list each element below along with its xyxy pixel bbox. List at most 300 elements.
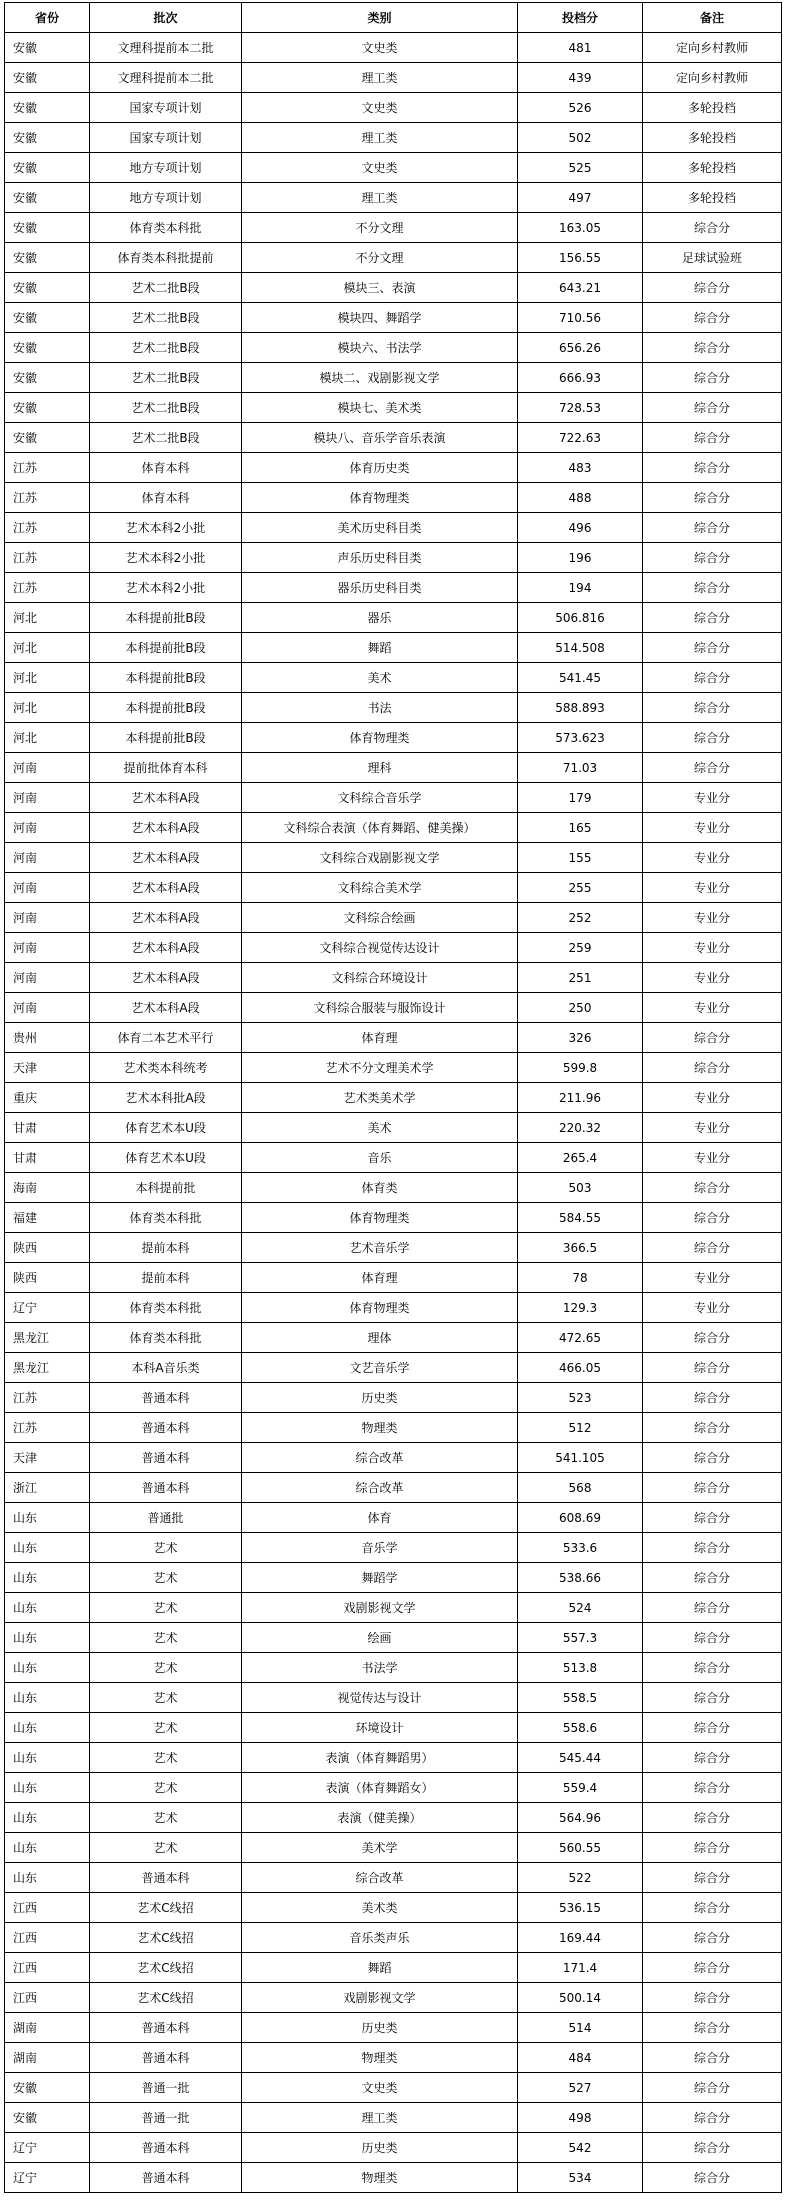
province-cell: 重庆 bbox=[5, 1083, 90, 1113]
table-row bbox=[5, 543, 782, 573]
admission-score-table bbox=[4, 2, 782, 2193]
province-cell: 安徽 bbox=[5, 153, 90, 183]
score-cell: 558.6 bbox=[518, 1713, 643, 1743]
table-row bbox=[5, 1203, 782, 1233]
batch-cell: 普通本科 bbox=[90, 2043, 242, 2073]
category-cell: 文科综合视觉传达设计 bbox=[242, 933, 518, 963]
category-cell: 文史类 bbox=[242, 153, 518, 183]
score-cell: 78 bbox=[518, 1263, 643, 1293]
remark-cell: 综合分 bbox=[643, 1383, 782, 1413]
table-body bbox=[5, 33, 782, 2193]
table-row bbox=[5, 1473, 782, 1503]
province-cell: 陕西 bbox=[5, 1263, 90, 1293]
category-cell: 美术 bbox=[242, 1113, 518, 1143]
table-row bbox=[5, 33, 782, 63]
table-row bbox=[5, 1713, 782, 1743]
category-cell: 戏剧影视文学 bbox=[242, 1983, 518, 2013]
batch-cell: 提前本科 bbox=[90, 1263, 242, 1293]
remark-cell: 专业分 bbox=[643, 903, 782, 933]
category-cell: 书法学 bbox=[242, 1653, 518, 1683]
remark-cell: 多轮投档 bbox=[643, 183, 782, 213]
table-row bbox=[5, 123, 782, 153]
remark-cell: 足球试验班 bbox=[643, 243, 782, 273]
table-row bbox=[5, 423, 782, 453]
province-cell: 河南 bbox=[5, 903, 90, 933]
province-cell: 安徽 bbox=[5, 93, 90, 123]
remark-cell: 专业分 bbox=[643, 933, 782, 963]
category-cell: 文史类 bbox=[242, 93, 518, 123]
batch-cell: 艺术二批B段 bbox=[90, 333, 242, 363]
score-cell: 534 bbox=[518, 2163, 643, 2193]
remark-cell: 综合分 bbox=[643, 543, 782, 573]
table-row bbox=[5, 1083, 782, 1113]
batch-cell: 普通本科 bbox=[90, 1473, 242, 1503]
table-row bbox=[5, 1023, 782, 1053]
province-cell: 河南 bbox=[5, 813, 90, 843]
remark-cell: 综合分 bbox=[643, 1893, 782, 1923]
province-cell: 福建 bbox=[5, 1203, 90, 1233]
batch-cell: 本科提前批B段 bbox=[90, 633, 242, 663]
remark-cell: 综合分 bbox=[643, 1983, 782, 2013]
score-cell: 608.69 bbox=[518, 1503, 643, 1533]
province-cell: 陕西 bbox=[5, 1233, 90, 1263]
batch-cell: 艺术本科A段 bbox=[90, 813, 242, 843]
province-cell: 安徽 bbox=[5, 303, 90, 333]
remark-cell: 综合分 bbox=[643, 1323, 782, 1353]
province-cell: 山东 bbox=[5, 1833, 90, 1863]
score-cell: 538.66 bbox=[518, 1563, 643, 1593]
table-row bbox=[5, 1653, 782, 1683]
table-row bbox=[5, 963, 782, 993]
remark-cell: 综合分 bbox=[643, 453, 782, 483]
header-remark: 备注 bbox=[643, 3, 782, 33]
remark-cell: 综合分 bbox=[643, 1653, 782, 1683]
category-cell: 物理类 bbox=[242, 2163, 518, 2193]
category-cell: 舞蹈学 bbox=[242, 1563, 518, 1593]
score-cell: 545.44 bbox=[518, 1743, 643, 1773]
table-row bbox=[5, 1293, 782, 1323]
province-cell: 江西 bbox=[5, 1893, 90, 1923]
province-cell: 山东 bbox=[5, 1713, 90, 1743]
batch-cell: 普通本科 bbox=[90, 1863, 242, 1893]
remark-cell: 专业分 bbox=[643, 1083, 782, 1113]
category-cell: 模块三、表演 bbox=[242, 273, 518, 303]
table-row bbox=[5, 1623, 782, 1653]
remark-cell: 综合分 bbox=[643, 2103, 782, 2133]
score-cell: 155 bbox=[518, 843, 643, 873]
remark-cell: 综合分 bbox=[643, 1593, 782, 1623]
batch-cell: 体育类本科批 bbox=[90, 213, 242, 243]
remark-cell: 综合分 bbox=[643, 1353, 782, 1383]
province-cell: 江苏 bbox=[5, 543, 90, 573]
province-cell: 山东 bbox=[5, 1653, 90, 1683]
batch-cell: 艺术本科2小批 bbox=[90, 543, 242, 573]
remark-cell: 综合分 bbox=[643, 723, 782, 753]
score-cell: 481 bbox=[518, 33, 643, 63]
score-cell: 496 bbox=[518, 513, 643, 543]
batch-cell: 普通批 bbox=[90, 1503, 242, 1533]
table-row bbox=[5, 573, 782, 603]
province-cell: 江苏 bbox=[5, 1413, 90, 1443]
province-cell: 安徽 bbox=[5, 183, 90, 213]
batch-cell: 艺术 bbox=[90, 1653, 242, 1683]
score-cell: 483 bbox=[518, 453, 643, 483]
remark-cell: 综合分 bbox=[643, 2013, 782, 2043]
batch-cell: 体育二本艺术平行 bbox=[90, 1023, 242, 1053]
remark-cell: 专业分 bbox=[643, 783, 782, 813]
remark-cell: 综合分 bbox=[643, 1443, 782, 1473]
table-row bbox=[5, 1953, 782, 1983]
table-row bbox=[5, 363, 782, 393]
batch-cell: 艺术本科A段 bbox=[90, 963, 242, 993]
batch-cell: 普通本科 bbox=[90, 2163, 242, 2193]
province-cell: 江西 bbox=[5, 1983, 90, 2013]
category-cell: 文科综合服装与服饰设计 bbox=[242, 993, 518, 1023]
remark-cell: 综合分 bbox=[643, 663, 782, 693]
province-cell: 江苏 bbox=[5, 1383, 90, 1413]
score-cell: 514.508 bbox=[518, 633, 643, 663]
table-row bbox=[5, 843, 782, 873]
province-cell: 山东 bbox=[5, 1593, 90, 1623]
category-cell: 艺术不分文理美术学 bbox=[242, 1053, 518, 1083]
table-row bbox=[5, 1263, 782, 1293]
score-cell: 558.5 bbox=[518, 1683, 643, 1713]
table-row bbox=[5, 1053, 782, 1083]
category-cell: 舞蹈 bbox=[242, 633, 518, 663]
category-cell: 历史类 bbox=[242, 2013, 518, 2043]
category-cell: 文科综合音乐学 bbox=[242, 783, 518, 813]
remark-cell: 综合分 bbox=[643, 2163, 782, 2193]
remark-cell: 多轮投档 bbox=[643, 123, 782, 153]
category-cell: 历史类 bbox=[242, 2133, 518, 2163]
remark-cell: 综合分 bbox=[643, 1233, 782, 1263]
province-cell: 山东 bbox=[5, 1743, 90, 1773]
category-cell: 文科综合绘画 bbox=[242, 903, 518, 933]
score-cell: 498 bbox=[518, 2103, 643, 2133]
category-cell: 视觉传达与设计 bbox=[242, 1683, 518, 1713]
score-cell: 326 bbox=[518, 1023, 643, 1053]
batch-cell: 艺术本科A段 bbox=[90, 933, 242, 963]
province-cell: 河北 bbox=[5, 723, 90, 753]
table-row bbox=[5, 1533, 782, 1563]
batch-cell: 艺术C线招 bbox=[90, 1893, 242, 1923]
score-cell: 366.5 bbox=[518, 1233, 643, 1263]
province-cell: 山东 bbox=[5, 1533, 90, 1563]
category-cell: 物理类 bbox=[242, 2043, 518, 2073]
category-cell: 模块八、音乐学音乐表演 bbox=[242, 423, 518, 453]
category-cell: 美术历史科目类 bbox=[242, 513, 518, 543]
table-row bbox=[5, 933, 782, 963]
batch-cell: 普通本科 bbox=[90, 2013, 242, 2043]
remark-cell: 综合分 bbox=[643, 1413, 782, 1443]
table-row bbox=[5, 723, 782, 753]
remark-cell: 综合分 bbox=[643, 693, 782, 723]
province-cell: 黑龙江 bbox=[5, 1353, 90, 1383]
score-cell: 584.55 bbox=[518, 1203, 643, 1233]
category-cell: 绘画 bbox=[242, 1623, 518, 1653]
batch-cell: 艺术C线招 bbox=[90, 1923, 242, 1953]
batch-cell: 艺术二批B段 bbox=[90, 303, 242, 333]
score-cell: 220.32 bbox=[518, 1113, 643, 1143]
batch-cell: 艺术二批B段 bbox=[90, 363, 242, 393]
score-cell: 526 bbox=[518, 93, 643, 123]
province-cell: 河南 bbox=[5, 843, 90, 873]
score-cell: 472.65 bbox=[518, 1323, 643, 1353]
table-row bbox=[5, 63, 782, 93]
category-cell: 表演（体育舞蹈男） bbox=[242, 1743, 518, 1773]
remark-cell: 综合分 bbox=[643, 633, 782, 663]
province-cell: 湖南 bbox=[5, 2043, 90, 2073]
table-row bbox=[5, 453, 782, 483]
batch-cell: 艺术 bbox=[90, 1773, 242, 1803]
table-row bbox=[5, 393, 782, 423]
batch-cell: 艺术 bbox=[90, 1593, 242, 1623]
batch-cell: 艺术 bbox=[90, 1563, 242, 1593]
category-cell: 表演（体育舞蹈女） bbox=[242, 1773, 518, 1803]
category-cell: 美术 bbox=[242, 663, 518, 693]
remark-cell: 综合分 bbox=[643, 1863, 782, 1893]
remark-cell: 综合分 bbox=[643, 1203, 782, 1233]
remark-cell: 专业分 bbox=[643, 1263, 782, 1293]
remark-cell: 综合分 bbox=[643, 1953, 782, 1983]
remark-cell: 综合分 bbox=[643, 2073, 782, 2103]
batch-cell: 艺术本科A段 bbox=[90, 843, 242, 873]
remark-cell: 专业分 bbox=[643, 1113, 782, 1143]
batch-cell: 体育类本科批 bbox=[90, 1323, 242, 1353]
score-cell: 71.03 bbox=[518, 753, 643, 783]
province-cell: 山东 bbox=[5, 1503, 90, 1533]
remark-cell: 综合分 bbox=[643, 333, 782, 363]
province-cell: 山东 bbox=[5, 1803, 90, 1833]
table-row bbox=[5, 993, 782, 1023]
remark-cell: 综合分 bbox=[643, 2043, 782, 2073]
table-row bbox=[5, 1863, 782, 1893]
header-batch: 批次 bbox=[90, 3, 242, 33]
remark-cell: 综合分 bbox=[643, 363, 782, 393]
score-cell: 710.56 bbox=[518, 303, 643, 333]
batch-cell: 普通一批 bbox=[90, 2103, 242, 2133]
table-row bbox=[5, 1923, 782, 1953]
score-cell: 194 bbox=[518, 573, 643, 603]
remark-cell: 综合分 bbox=[643, 1473, 782, 1503]
score-cell: 252 bbox=[518, 903, 643, 933]
province-cell: 天津 bbox=[5, 1053, 90, 1083]
remark-cell: 专业分 bbox=[643, 963, 782, 993]
table-row bbox=[5, 1803, 782, 1833]
table-row bbox=[5, 1833, 782, 1863]
batch-cell: 艺术 bbox=[90, 1743, 242, 1773]
batch-cell: 普通本科 bbox=[90, 1443, 242, 1473]
remark-cell: 综合分 bbox=[643, 1713, 782, 1743]
table-row bbox=[5, 243, 782, 273]
score-cell: 503 bbox=[518, 1173, 643, 1203]
table-row bbox=[5, 633, 782, 663]
category-cell: 文科综合环境设计 bbox=[242, 963, 518, 993]
table-row bbox=[5, 1683, 782, 1713]
category-cell: 理工类 bbox=[242, 123, 518, 153]
remark-cell: 综合分 bbox=[643, 603, 782, 633]
score-cell: 179 bbox=[518, 783, 643, 813]
batch-cell: 体育艺术本U段 bbox=[90, 1113, 242, 1143]
remark-cell: 综合分 bbox=[643, 1053, 782, 1083]
remark-cell: 综合分 bbox=[643, 513, 782, 543]
batch-cell: 艺术二批B段 bbox=[90, 423, 242, 453]
province-cell: 江西 bbox=[5, 1923, 90, 1953]
category-cell: 综合改革 bbox=[242, 1443, 518, 1473]
remark-cell: 多轮投档 bbox=[643, 153, 782, 183]
category-cell: 体育理 bbox=[242, 1023, 518, 1053]
score-cell: 506.816 bbox=[518, 603, 643, 633]
batch-cell: 艺术本科A段 bbox=[90, 783, 242, 813]
score-cell: 512 bbox=[518, 1413, 643, 1443]
table-row bbox=[5, 273, 782, 303]
batch-cell: 艺术本科A段 bbox=[90, 873, 242, 903]
score-cell: 559.4 bbox=[518, 1773, 643, 1803]
batch-cell: 普通本科 bbox=[90, 2133, 242, 2163]
category-cell: 书法 bbox=[242, 693, 518, 723]
province-cell: 河南 bbox=[5, 753, 90, 783]
remark-cell: 综合分 bbox=[643, 1743, 782, 1773]
category-cell: 模块六、书法学 bbox=[242, 333, 518, 363]
remark-cell: 专业分 bbox=[643, 1143, 782, 1173]
category-cell: 体育类 bbox=[242, 1173, 518, 1203]
remark-cell: 综合分 bbox=[643, 1923, 782, 1953]
batch-cell: 体育本科 bbox=[90, 453, 242, 483]
province-cell: 山东 bbox=[5, 1623, 90, 1653]
category-cell: 体育物理类 bbox=[242, 723, 518, 753]
score-cell: 129.3 bbox=[518, 1293, 643, 1323]
province-cell: 江苏 bbox=[5, 453, 90, 483]
remark-cell: 综合分 bbox=[643, 1563, 782, 1593]
remark-cell: 综合分 bbox=[643, 303, 782, 333]
category-cell: 模块二、戏剧影视文学 bbox=[242, 363, 518, 393]
province-cell: 河南 bbox=[5, 963, 90, 993]
table-row bbox=[5, 2013, 782, 2043]
score-cell: 541.105 bbox=[518, 1443, 643, 1473]
category-cell: 戏剧影视文学 bbox=[242, 1593, 518, 1623]
batch-cell: 普通本科 bbox=[90, 1383, 242, 1413]
score-cell: 564.96 bbox=[518, 1803, 643, 1833]
table-row bbox=[5, 873, 782, 903]
remark-cell: 多轮投档 bbox=[643, 93, 782, 123]
category-cell: 文史类 bbox=[242, 33, 518, 63]
batch-cell: 艺术本科A段 bbox=[90, 903, 242, 933]
province-cell: 安徽 bbox=[5, 2103, 90, 2133]
score-cell: 255 bbox=[518, 873, 643, 903]
province-cell: 安徽 bbox=[5, 423, 90, 453]
remark-cell: 综合分 bbox=[643, 2133, 782, 2163]
score-cell: 497 bbox=[518, 183, 643, 213]
score-cell: 656.26 bbox=[518, 333, 643, 363]
table-row bbox=[5, 1323, 782, 1353]
province-cell: 河北 bbox=[5, 663, 90, 693]
province-cell: 辽宁 bbox=[5, 2133, 90, 2163]
table-row bbox=[5, 183, 782, 213]
score-cell: 524 bbox=[518, 1593, 643, 1623]
province-cell: 山东 bbox=[5, 1683, 90, 1713]
score-cell: 536.15 bbox=[518, 1893, 643, 1923]
remark-cell: 综合分 bbox=[643, 1803, 782, 1833]
score-cell: 560.55 bbox=[518, 1833, 643, 1863]
category-cell: 综合改革 bbox=[242, 1473, 518, 1503]
remark-cell: 综合分 bbox=[643, 1533, 782, 1563]
table-row bbox=[5, 333, 782, 363]
province-cell: 安徽 bbox=[5, 63, 90, 93]
score-cell: 527 bbox=[518, 2073, 643, 2103]
table-row bbox=[5, 1893, 782, 1923]
table-row bbox=[5, 693, 782, 723]
remark-cell: 综合分 bbox=[643, 753, 782, 783]
province-cell: 浙江 bbox=[5, 1473, 90, 1503]
batch-cell: 体育类本科批提前 bbox=[90, 243, 242, 273]
category-cell: 文科综合戏剧影视文学 bbox=[242, 843, 518, 873]
category-cell: 理工类 bbox=[242, 63, 518, 93]
province-cell: 河南 bbox=[5, 873, 90, 903]
table-row bbox=[5, 1353, 782, 1383]
province-cell: 贵州 bbox=[5, 1023, 90, 1053]
category-cell: 美术类 bbox=[242, 1893, 518, 1923]
category-cell: 文艺音乐学 bbox=[242, 1353, 518, 1383]
remark-cell: 综合分 bbox=[643, 1833, 782, 1863]
province-cell: 山东 bbox=[5, 1773, 90, 1803]
table-row bbox=[5, 1173, 782, 1203]
batch-cell: 体育艺术本U段 bbox=[90, 1143, 242, 1173]
remark-cell: 综合分 bbox=[643, 213, 782, 243]
remark-cell: 综合分 bbox=[643, 1623, 782, 1653]
score-cell: 211.96 bbox=[518, 1083, 643, 1113]
batch-cell: 艺术 bbox=[90, 1803, 242, 1833]
table-row bbox=[5, 1773, 782, 1803]
score-cell: 439 bbox=[518, 63, 643, 93]
batch-cell: 提前本科 bbox=[90, 1233, 242, 1263]
category-cell: 舞蹈 bbox=[242, 1953, 518, 1983]
score-cell: 722.63 bbox=[518, 423, 643, 453]
batch-cell: 体育类本科批 bbox=[90, 1293, 242, 1323]
batch-cell: 地方专项计划 bbox=[90, 183, 242, 213]
score-cell: 643.21 bbox=[518, 273, 643, 303]
batch-cell: 艺术类本科统考 bbox=[90, 1053, 242, 1083]
remark-cell: 综合分 bbox=[643, 393, 782, 423]
province-cell: 江苏 bbox=[5, 513, 90, 543]
score-cell: 573.623 bbox=[518, 723, 643, 753]
batch-cell: 普通一批 bbox=[90, 2073, 242, 2103]
score-cell: 513.8 bbox=[518, 1653, 643, 1683]
province-cell: 河北 bbox=[5, 633, 90, 663]
province-cell: 安徽 bbox=[5, 33, 90, 63]
province-cell: 安徽 bbox=[5, 393, 90, 423]
batch-cell: 艺术C线招 bbox=[90, 1983, 242, 2013]
table-row bbox=[5, 513, 782, 543]
header-province: 省份 bbox=[5, 3, 90, 33]
table-row bbox=[5, 813, 782, 843]
province-cell: 天津 bbox=[5, 1443, 90, 1473]
category-cell: 文科综合美术学 bbox=[242, 873, 518, 903]
score-cell: 557.3 bbox=[518, 1623, 643, 1653]
score-cell: 533.6 bbox=[518, 1533, 643, 1563]
table-row bbox=[5, 93, 782, 123]
category-cell: 艺术音乐学 bbox=[242, 1233, 518, 1263]
remark-cell: 专业分 bbox=[643, 993, 782, 1023]
province-cell: 海南 bbox=[5, 1173, 90, 1203]
table-row bbox=[5, 1383, 782, 1413]
table-row bbox=[5, 1593, 782, 1623]
remark-cell: 综合分 bbox=[643, 1503, 782, 1533]
category-cell: 模块七、美术类 bbox=[242, 393, 518, 423]
category-cell: 文科综合表演（体育舞蹈、健美操） bbox=[242, 813, 518, 843]
province-cell: 江西 bbox=[5, 1953, 90, 1983]
category-cell: 不分文理 bbox=[242, 243, 518, 273]
batch-cell: 艺术 bbox=[90, 1683, 242, 1713]
